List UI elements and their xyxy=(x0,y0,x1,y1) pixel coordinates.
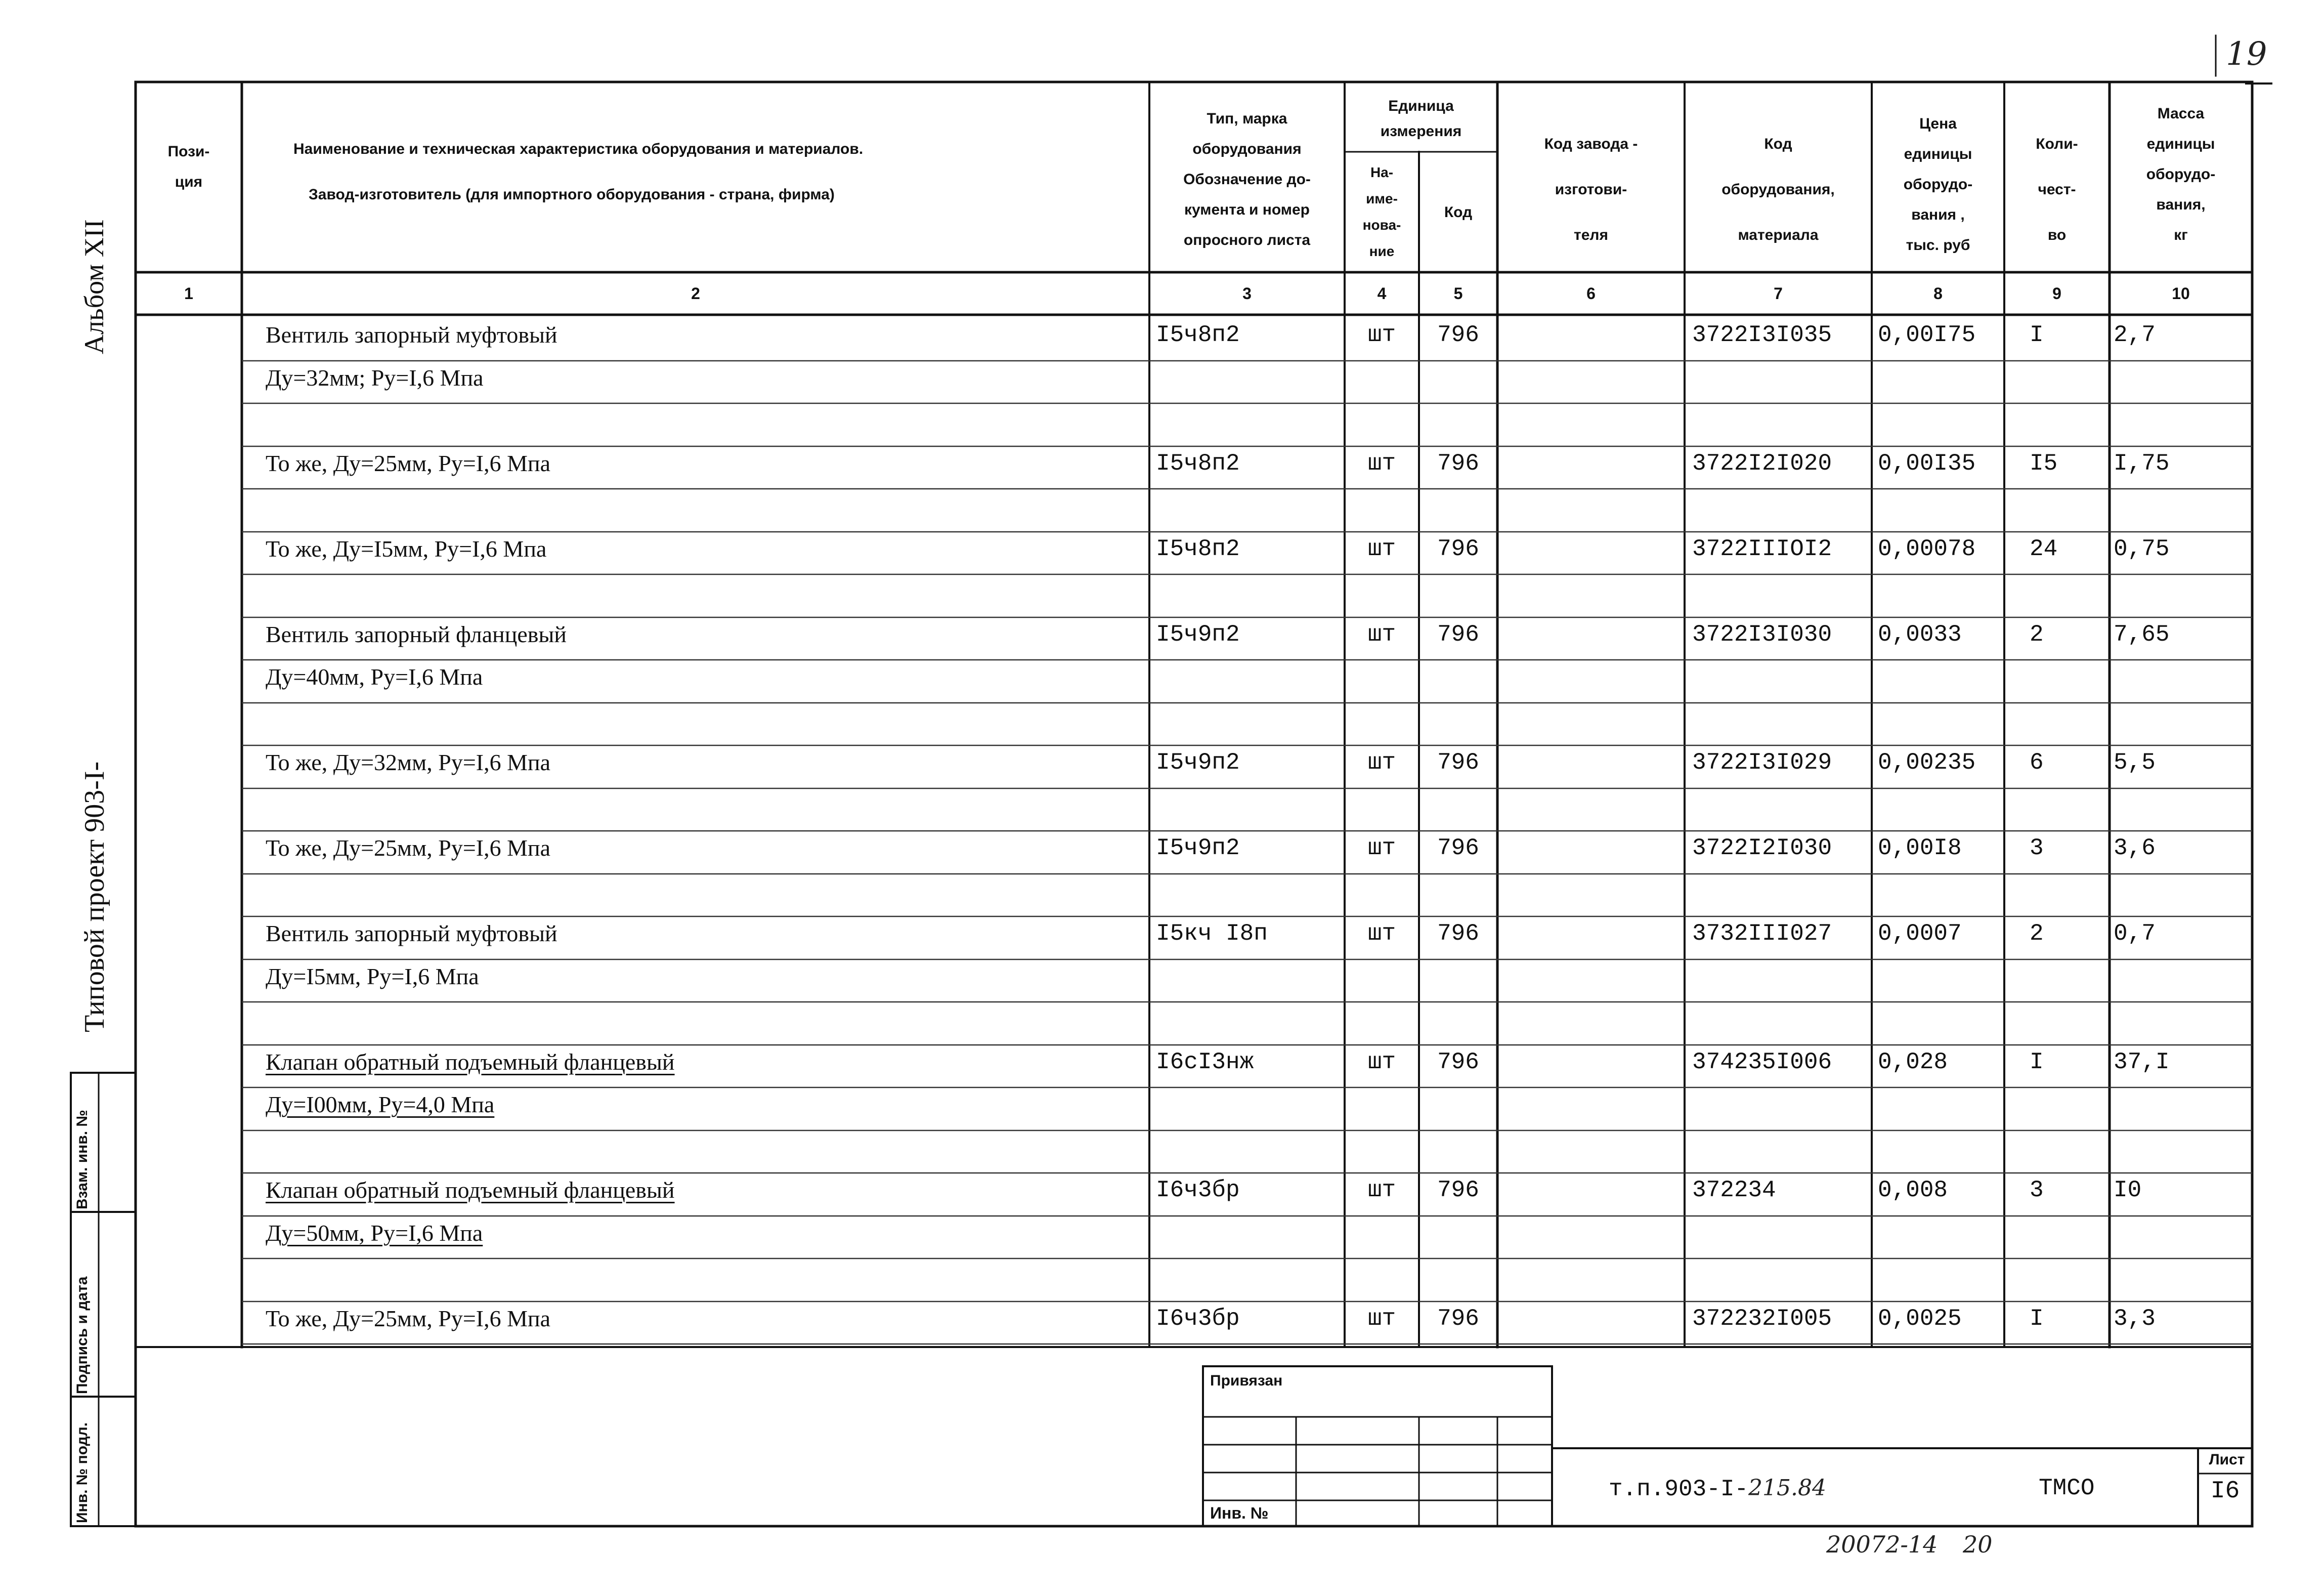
row-code: 3722I3I035 xyxy=(1692,322,1832,348)
bottom-handwritten-number: 20 xyxy=(1963,1531,1993,1558)
row-unit: шт xyxy=(1367,1305,1396,1332)
row-mass: I0 xyxy=(2114,1177,2142,1203)
header-col2: Наименование и техническая характеристика оборудования и материалов. Завод-изготовитель (для импортного оборудования - страна, фирма) xyxy=(293,141,864,203)
header-col3: Тип, марка оборудования Обозначение до- кумента и номер опросного листа xyxy=(1183,110,1311,248)
row-code: 372234 xyxy=(1692,1177,1776,1203)
header-unit-group: Единица измерения xyxy=(1380,98,1462,140)
row-unit: шт xyxy=(1367,1048,1396,1075)
row-price: 0,00I8 xyxy=(1878,835,1962,861)
row-price: 0,00078 xyxy=(1878,535,1976,562)
column-number: 8 xyxy=(1933,284,1943,303)
row-code: 372232I005 xyxy=(1692,1305,1832,1332)
stamp-original-inv: Инв. № подл. xyxy=(74,1422,91,1523)
row-unit-code: 796 xyxy=(1437,322,1479,348)
row-price: 0,00I35 xyxy=(1878,450,1976,477)
row-name: Вентиль запорный муфтовый xyxy=(266,920,557,946)
row-name: То же, Ду=32мм, Ру=I,6 Мпа xyxy=(266,749,551,775)
column-number: 1 xyxy=(184,284,193,303)
row-unit-code: 796 xyxy=(1437,535,1479,562)
document-code-handwritten: 215.84 xyxy=(1748,1475,1827,1501)
column-number: 3 xyxy=(1242,284,1252,303)
row-unit: шт xyxy=(1367,450,1396,477)
row-name: Вентиль запорный фланцевый xyxy=(266,621,567,647)
row-code: 3722I2I020 xyxy=(1692,450,1832,477)
row-type: I5кч I8п xyxy=(1156,920,1268,947)
row-unit-code: 796 xyxy=(1437,1305,1479,1332)
column-number: 7 xyxy=(1774,284,1783,303)
row-name: То же, Ду=25мм, Ру=I,6 Мпа xyxy=(266,1305,551,1331)
row-code: 3732III027 xyxy=(1692,920,1832,947)
header-col9: Коли- чест- во xyxy=(2036,136,2078,243)
row-mass: 37,I xyxy=(2114,1048,2170,1075)
row-mass: I,75 xyxy=(2114,450,2170,477)
row-unit: шт xyxy=(1367,535,1396,562)
page-number-handwritten: 19 xyxy=(2226,35,2267,73)
column-number: 4 xyxy=(1377,284,1387,303)
row-name: Ду=32мм; Ру=I,6 Мпа xyxy=(266,364,484,391)
row-type: I5ч9п2 xyxy=(1156,749,1240,776)
header-col10: Масса единицы оборудо- вания, кг xyxy=(2146,105,2216,243)
row-code: 3722I3I030 xyxy=(1692,621,1832,648)
row-price: 0,00235 xyxy=(1878,749,1976,776)
row-code: 3722I2I030 xyxy=(1692,835,1832,861)
row-name: Ду=40мм, Ру=I,6 Мпа xyxy=(266,664,483,690)
bottom-handwritten-code: 20072-14 xyxy=(1826,1531,1938,1558)
header-col1: Пози- ция xyxy=(167,143,210,190)
row-name: Ду=50мм, Ру=I,6 Мпа xyxy=(266,1220,483,1246)
row-unit-code: 796 xyxy=(1437,920,1479,947)
row-unit: шт xyxy=(1367,749,1396,776)
row-code: 374235I006 xyxy=(1692,1048,1832,1075)
column-number: 5 xyxy=(1453,284,1463,303)
row-price: 0,00I75 xyxy=(1878,322,1976,348)
row-name: Клапан обратный подъемный фланцевый xyxy=(266,1048,675,1075)
album-label: Альбом XII xyxy=(79,219,109,354)
stamp-signature-date: Подпись и дата xyxy=(74,1276,91,1394)
row-name: Ду=I00мм, Ру=4,0 Мпа xyxy=(266,1091,495,1117)
header-col4: На- име- нова- ние xyxy=(1362,164,1401,259)
column-number: 9 xyxy=(2052,284,2061,303)
project-label: Типовой проект 903-I- xyxy=(79,761,110,1032)
row-qty: 6 xyxy=(2030,749,2044,776)
row-mass: 3,6 xyxy=(2114,835,2156,861)
row-qty: 3 xyxy=(2030,835,2044,861)
row-mass: 0,7 xyxy=(2114,920,2156,947)
row-name: То же, Ду=25мм, Ру=I,6 Мпа xyxy=(266,450,551,476)
row-name: То же, Ду=I5мм, Ру=I,6 Мпа xyxy=(266,535,547,562)
row-name: Ду=I5мм, Ру=I,6 Мпа xyxy=(266,963,479,989)
row-mass: 2,7 xyxy=(2114,322,2156,348)
privyazan-label: Привязан xyxy=(1210,1372,1283,1389)
row-price: 0,0007 xyxy=(1878,920,1962,947)
row-unit-code: 796 xyxy=(1437,749,1479,776)
column-number: 10 xyxy=(2172,284,2190,303)
row-price: 0,008 xyxy=(1878,1177,1948,1203)
row-unit: шт xyxy=(1367,621,1396,648)
row-unit: шт xyxy=(1367,322,1396,348)
header-col6: Код завода - изготови- теля xyxy=(1544,136,1638,243)
row-type: I5ч8п2 xyxy=(1156,535,1240,562)
section-code: ТМСО xyxy=(2039,1475,2095,1501)
row-unit: шт xyxy=(1367,1177,1396,1203)
row-qty: I5 xyxy=(2030,450,2058,477)
row-unit-code: 796 xyxy=(1437,1177,1479,1203)
row-price: 0,0033 xyxy=(1878,621,1962,648)
header-col8: Цена единицы оборудо- вания , тыс. руб xyxy=(1903,115,1973,254)
row-unit-code: 796 xyxy=(1437,450,1479,477)
row-name: То же, Ду=25мм, Ру=I,6 Мпа xyxy=(266,835,551,861)
document-code-printed: т.п.903-I- xyxy=(1609,1476,1749,1502)
stamp-replace-inv: Взам. инв. № xyxy=(74,1110,91,1209)
row-qty: 2 xyxy=(2030,621,2044,648)
column-number: 2 xyxy=(691,284,700,303)
row-type: I5ч9п2 xyxy=(1156,835,1240,861)
row-price: 0,028 xyxy=(1878,1048,1948,1075)
row-name: Клапан обратный подъемный фланцевый xyxy=(266,1177,675,1203)
row-name: Вентиль запорный муфтовый xyxy=(266,322,557,348)
row-unit: шт xyxy=(1367,835,1396,861)
row-mass: 0,75 xyxy=(2114,535,2170,562)
sheet-label: Лист xyxy=(2209,1451,2245,1468)
sheet-number: I6 xyxy=(2210,1478,2240,1505)
row-type: I6ч3бр xyxy=(1156,1305,1240,1332)
row-qty: 24 xyxy=(2030,535,2058,562)
row-mass: 5,5 xyxy=(2114,749,2156,776)
row-mass: 7,65 xyxy=(2114,621,2170,648)
row-unit: шт xyxy=(1367,920,1396,947)
row-mass: 3,3 xyxy=(2114,1305,2156,1332)
row-price: 0,0025 xyxy=(1878,1305,1962,1332)
row-code: 3722I3I029 xyxy=(1692,749,1832,776)
row-qty: 3 xyxy=(2030,1177,2044,1203)
row-type: I6сI3нж xyxy=(1156,1048,1254,1075)
row-qty: I xyxy=(2030,1305,2044,1332)
header-col5: Код xyxy=(1444,204,1473,221)
row-unit-code: 796 xyxy=(1437,835,1479,861)
row-qty: 2 xyxy=(2030,920,2044,947)
document-code xyxy=(1609,1475,1826,1502)
row-type: I5ч8п2 xyxy=(1156,450,1240,477)
row-qty: I xyxy=(2030,322,2044,348)
row-type: I6ч3бр xyxy=(1156,1177,1240,1203)
row-code: 3722IIIOI2 xyxy=(1692,535,1832,562)
row-qty: I xyxy=(2030,1048,2044,1075)
row-type: I5ч9п2 xyxy=(1156,621,1240,648)
column-number: 6 xyxy=(1586,284,1596,303)
row-unit-code: 796 xyxy=(1437,621,1479,648)
row-unit-code: 796 xyxy=(1437,1048,1479,1075)
row-type: I5ч8п2 xyxy=(1156,322,1240,348)
inv-number-label: Инв. № xyxy=(1210,1504,1269,1522)
header-col7: Код оборудования, материала xyxy=(1722,136,1835,243)
